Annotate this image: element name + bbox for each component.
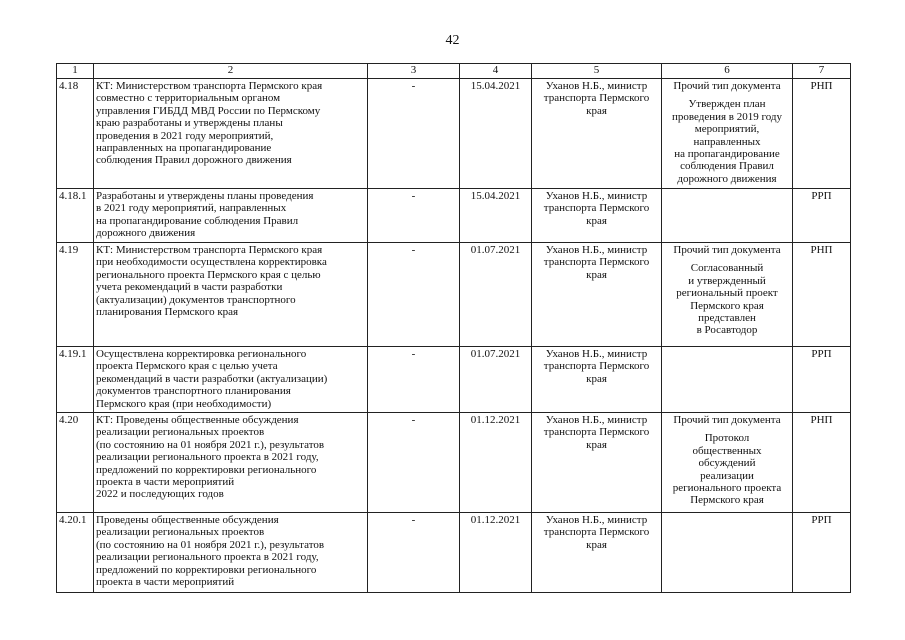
row-col3: - xyxy=(368,189,460,243)
row-number: 4.18 xyxy=(57,79,94,189)
row-date: 01.07.2021 xyxy=(460,243,532,347)
row-description: Проведены общественные обсуждения реализации региональных проектов (по состоянию на 01 ноября 2021 г.), результатов реализации регионального проекта в 2021 году, предложений по корректировки регионального проекта в части мероприятий xyxy=(94,513,368,593)
row-code: РРП xyxy=(793,189,851,243)
table-row xyxy=(57,513,851,593)
row-number: 4.19 xyxy=(57,243,94,347)
header-cell-5: 5 xyxy=(532,64,662,79)
row-description: Разработаны и утверждены планы проведения в 2021 году мероприятий, направленных на пропагандирование соблюдения Правил дорожного движения xyxy=(94,189,368,243)
row-result-cell xyxy=(662,189,793,243)
row-result-cell xyxy=(662,513,793,593)
row-doc-type: Прочий тип документа xyxy=(673,244,781,256)
row-number: 4.18.1 xyxy=(57,189,94,243)
header-cell-6: 6 xyxy=(662,64,793,79)
table-row xyxy=(57,347,851,413)
row-number: 4.20.1 xyxy=(57,513,94,593)
row-responsible: Уханов Н.Б., министр транспорта Пермского края xyxy=(532,243,662,347)
row-result-cell xyxy=(662,243,793,347)
row-result: Согласованный и утвержденный региональный проект Пермского края представлен в Росавтодор xyxy=(676,262,778,337)
row-number: 4.19.1 xyxy=(57,347,94,413)
page-number: 42 xyxy=(445,33,460,48)
table-row xyxy=(57,413,851,513)
row-date: 15.04.2021 xyxy=(460,79,532,189)
row-result: Утвержден план проведения в 2019 году мероприятий, направленных на пропагандирование соблюдения Правил дорожного движения xyxy=(671,98,783,185)
row-result-cell xyxy=(662,347,793,413)
row-doc-type: Прочий тип документа xyxy=(673,80,781,92)
row-date: 01.12.2021 xyxy=(460,413,532,513)
row-code: РРП xyxy=(793,513,851,593)
row-responsible: Уханов Н.Б., министр транспорта Пермского края xyxy=(532,413,662,513)
row-code: РНП xyxy=(793,413,851,513)
row-col3: - xyxy=(368,413,460,513)
table-row xyxy=(57,189,851,243)
row-col3: - xyxy=(368,243,460,347)
row-result-cell xyxy=(662,79,793,189)
row-col3: - xyxy=(368,79,460,189)
row-result: Протокол общественных обсуждений реализации регионального проекта Пермского края xyxy=(672,432,782,507)
row-date: 15.04.2021 xyxy=(460,189,532,243)
row-responsible: Уханов Н.Б., министр транспорта Пермского края xyxy=(532,79,662,189)
header-row xyxy=(57,64,851,79)
row-result-cell xyxy=(662,413,793,513)
row-responsible: Уханов Н.Б., министр транспорта Пермского края xyxy=(532,513,662,593)
header-cell-7: 7 xyxy=(793,64,851,79)
row-doc-type: Прочий тип документа xyxy=(673,414,781,426)
row-description: Осуществлена корректировка регионального проекта Пермского края с целью учета рекомендаций в части разработки (актуализации) документов транспортного планирования Пермского края (при необходимости) xyxy=(94,347,368,413)
table-row xyxy=(57,243,851,347)
row-date: 01.12.2021 xyxy=(460,513,532,593)
plan-table xyxy=(56,63,851,593)
row-number: 4.20 xyxy=(57,413,94,513)
row-description: КТ: Министерством транспорта Пермского края при необходимости осуществлена корректировка регионального проекта Пермского края с целью учета рекомендаций в части разработки (актуализации) документов транспортного планирования Пермского края xyxy=(94,243,368,347)
row-responsible: Уханов Н.Б., министр транспорта Пермского края xyxy=(532,189,662,243)
row-responsible: Уханов Н.Б., министр транспорта Пермского края xyxy=(532,347,662,413)
row-code: РНП xyxy=(793,79,851,189)
row-code: РНП xyxy=(793,243,851,347)
header-cell-3: 3 xyxy=(368,64,460,79)
row-col3: - xyxy=(368,347,460,413)
table-row xyxy=(57,79,851,189)
row-date: 01.07.2021 xyxy=(460,347,532,413)
header-cell-2: 2 xyxy=(94,64,368,79)
header-cell-1: 1 xyxy=(57,64,94,79)
row-col3: - xyxy=(368,513,460,593)
row-description: КТ: Министерством транспорта Пермского края совместно с территориальным органом управления ГИБДД МВД России по Пермскому краю разработаны и утверждены планы проведения в 2021 году мероприятий, направленных на пропагандирование соблюдения Правил дорожного движения xyxy=(94,79,368,189)
header-cell-4: 4 xyxy=(460,64,532,79)
row-code: РРП xyxy=(793,347,851,413)
row-description: КТ: Проведены общественные обсуждения реализации региональных проектов (по состоянию на 01 ноября 2021 г.), результатов реализации регионального проекта в 2021 году, предложений по корректировки регионального проекта в части мероприятий 2022 и последующих годов xyxy=(94,413,368,513)
